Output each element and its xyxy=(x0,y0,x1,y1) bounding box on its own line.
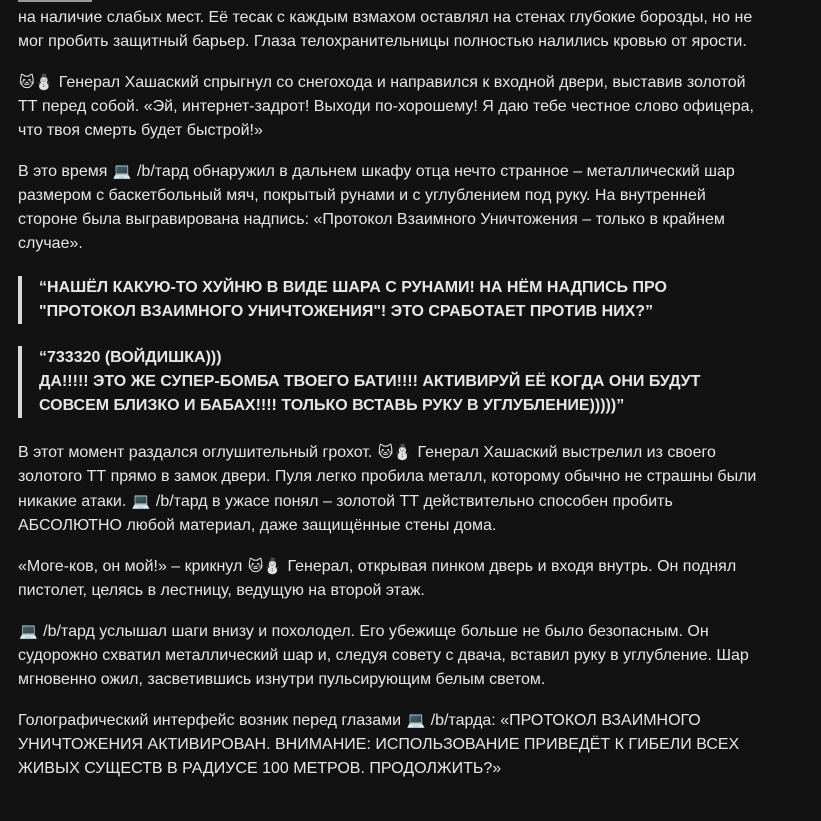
laptop-icon: 💻 xyxy=(406,711,426,729)
laptop-icon: 💻 xyxy=(19,622,38,640)
paragraph-3: В это время 💻 /b/тард обнаружил в дальнем шкафу отца нечто странное – металлический шар размером с баскетбольный мяч, покрытый рунами и с углублением под руку. На внутренней стороне была выгравирована надпись: «Протокол Взаимного Уничтожения – только в крайнем случае». xyxy=(18,162,735,252)
paragraph-6: 💻 /b/тард услышал шаги внизу и похолодел. Его убежище больше не было безопасным. Он судорожно схватил металлический шар и, следуя совету с двача, вставил руку в углубление. Шар мгновенно ожил, засветившись изнутри пульсирующим белым светом. xyxy=(18,622,749,688)
laptop-icon: 💻 xyxy=(112,162,132,180)
cat-snowman-icon: 🐱⛄ xyxy=(247,557,283,575)
blockquote-2: “733320 (ВОЙДИШКА))) ДА!!!!! ЭТО ЖЕ СУПЕР-БОМБА ТВОЕГО БАТИ!!!! АКТИВИРУЙ ЕЁ КОГДА ОНИ БУДУТ СОВСЕМ БЛИЗКО И БАБАХ!!!! ТОЛЬКО ВСТАВЬ РУКУ В УГЛУБЛЕНИЕ)))))” xyxy=(18,346,760,418)
cat-snowman-icon: 🐱⛄ xyxy=(377,443,413,461)
blockquote-1: “НАШЁЛ КАКУЮ-ТО ХУЙНЮ В ВИДЕ ШАРА С РУНАМИ! НА НЁМ НАДПИСЬ ПРО "ПРОТОКОЛ ВЗАИМНОГО УНИЧТОЖЕНИЯ"! ЭТО СРАБОТАЕТ ПРОТИВ НИХ?” xyxy=(18,276,760,324)
article-body xyxy=(18,0,760,797)
cat-snowman-icon: 🐱⛄ xyxy=(19,73,54,91)
paragraph-2: 🐱⛄ Генерал Хашаский спрыгнул со снегохода и направился к входной двери, выставив золотой ТТ перед собой. «Эй, интернет-задрот! Выходи по-хорошему! Я даю тебе честное слово офицера, что твоя смерть будет быстрой!» xyxy=(18,73,754,139)
laptop-icon: 💻 xyxy=(131,492,151,510)
paragraph-1: на наличие слабых мест. Её тесак с каждым взмахом оставлял на стенах глубокие борозды, но не мог пробить защитный барьер. Глаза телохранительницы полностью налились кровью от ярости. xyxy=(18,9,753,50)
paragraph-5: «Моге-ков, он мой!» – крикнул 🐱⛄ Генерал, открывая пинком дверь и входя внутрь. Он поднял пистолет, целясь в лестницу, ведущую на второй этаж. xyxy=(18,557,737,599)
paragraph-4: В этот момент раздался оглушительный грохот. 🐱⛄ Генерал Хашаский выстрелил из своего золотого ТТ прямо в замок двери. Пуля легко пробила металл, которому обычно не страшны были никакие атаки. 💻 /b/тард в ужасе понял – золотой ТТ действительно способен пробить АБСОЛЮТНО любой материал, даже защищённые стены дома. xyxy=(18,443,757,534)
paragraph-7: Голографический интерфейс возник перед глазами 💻 /b/тарда: «ПРОТОКОЛ ВЗАИМНОГО УНИЧТОЖЕНИЯ АКТИВИРОВАН. ВНИМАНИЕ: ИСПОЛЬЗОВАНИЕ ПРИВЕДЁТ К ГИБЕЛИ ВСЕХ ЖИВЫХ СУЩЕСТВ В РАДИУСЕ 100 МЕТРОВ. ПРОДОЛЖИТЬ?» xyxy=(18,711,740,777)
